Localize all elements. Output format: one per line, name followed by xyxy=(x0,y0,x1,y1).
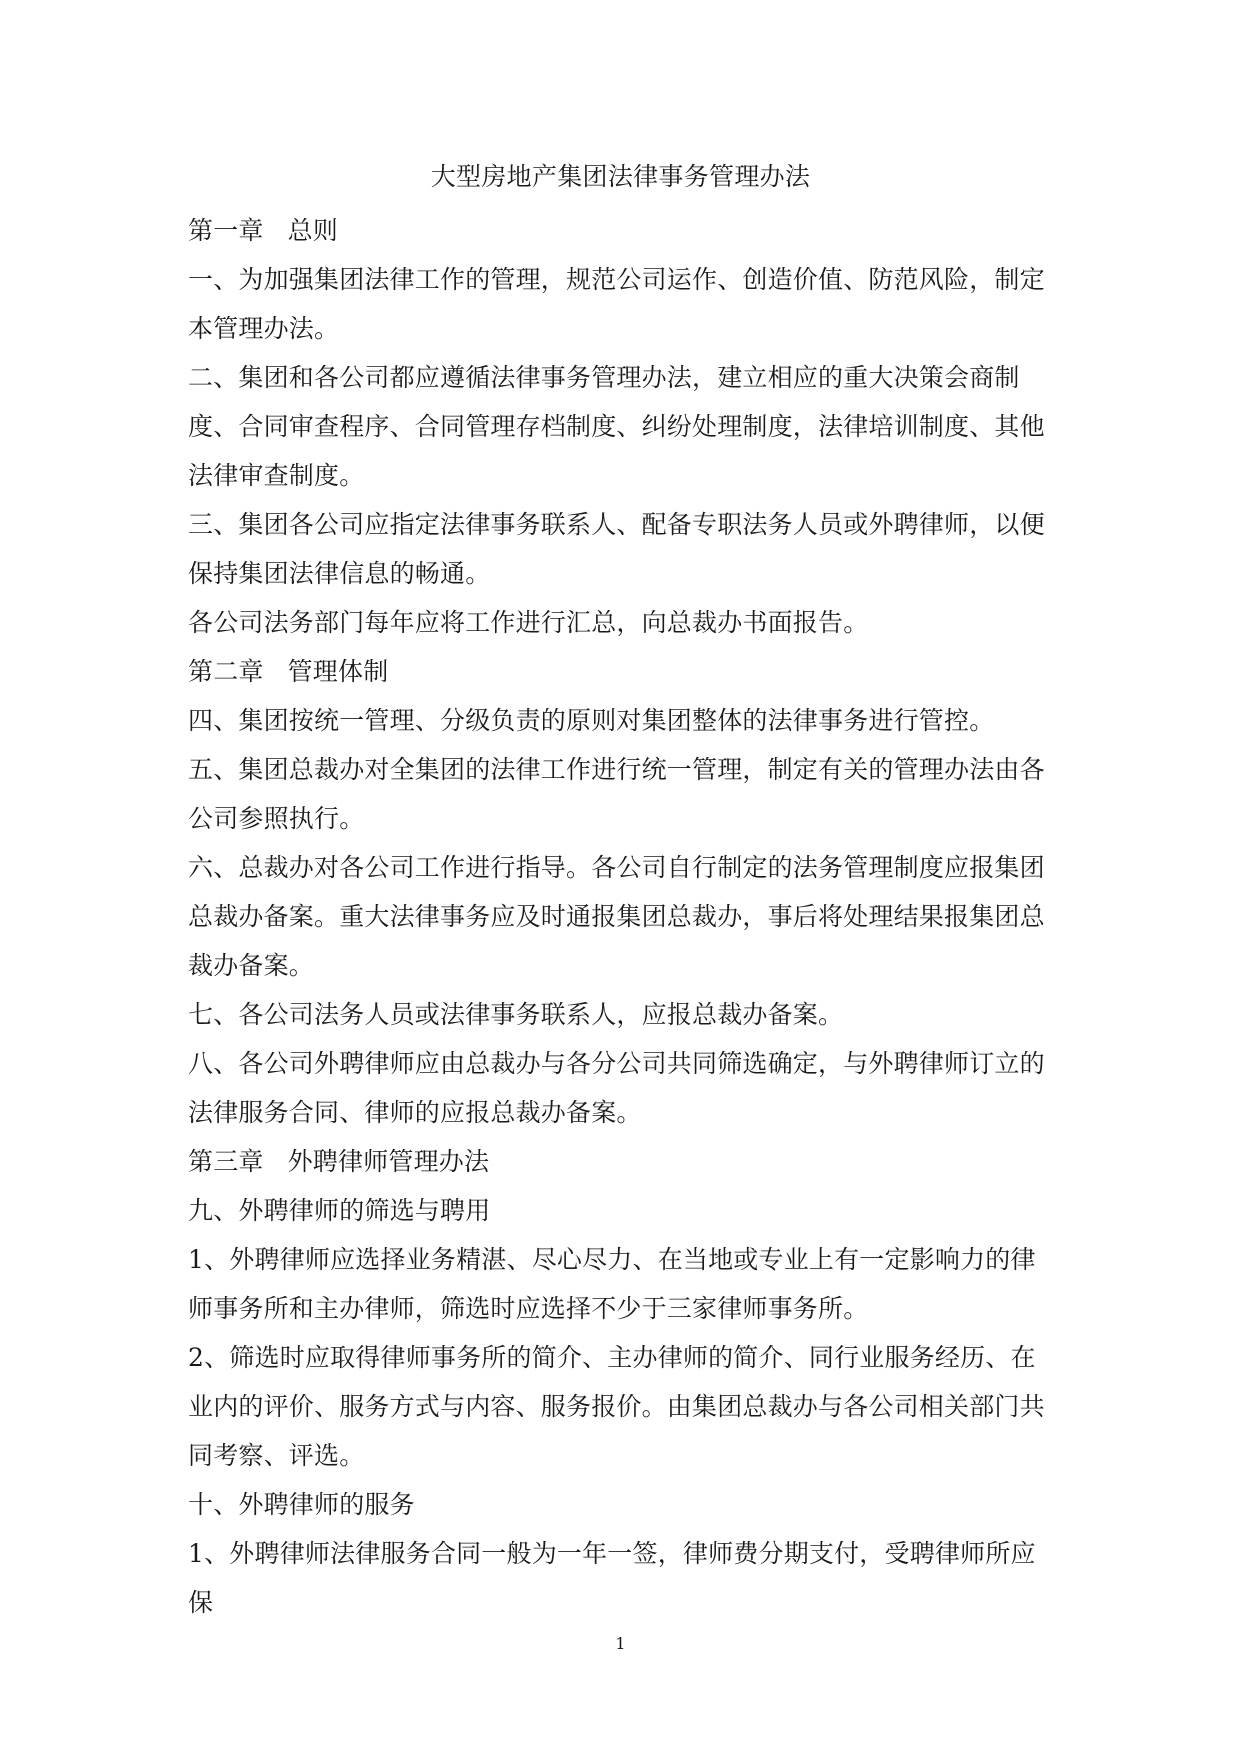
paragraph: 四、集团按统一管理、分级负责的原则对集团整体的法律事务进行管控。 xyxy=(188,706,995,735)
section-heading: 九、外聘律师的筛选与聘用 xyxy=(188,1196,491,1225)
chapter-label: 第三章 xyxy=(188,1147,264,1176)
chapter-title: 总则 xyxy=(287,216,339,245)
chapter-label: 第二章 xyxy=(188,657,264,686)
paragraph: 一、为加强集团法律工作的管理，规范公司运作、创造价值、防范风险，制定本管理办法。 xyxy=(188,265,1045,343)
paragraph: 六、总裁办对各公司工作进行指导。各公司自行制定的法务管理制度应报集团总裁办备案。重大法律事务应及时通报集团总裁办，事后将处理结果报集团总裁办备案。 xyxy=(188,853,1045,980)
paragraph: 各公司法务部门每年应将工作进行汇总，向总裁办书面报告。 xyxy=(188,608,869,637)
document-body xyxy=(188,206,1058,1627)
page-number: 1 xyxy=(615,1634,626,1653)
paragraph: 五、集团总裁办对全集团的法律工作进行统一管理，制定有关的管理办法由各公司参照执行。 xyxy=(188,755,1045,833)
paragraph: 1、外聘律师法律服务合同一般为一年一签，律师费分期支付，受聘律师所应保 xyxy=(188,1539,1036,1617)
document-title: 大型房地产集团法律事务管理办法 xyxy=(430,162,811,191)
chapter-title: 管理体制 xyxy=(287,657,389,686)
paragraph: 八、各公司外聘律师应由总裁办与各分公司共同筛选确定，与外聘律师订立的法律服务合同、律师的应报总裁办备案。 xyxy=(188,1049,1045,1127)
section-heading: 十、外聘律师的服务 xyxy=(188,1490,415,1519)
chapter-title: 外聘律师管理办法 xyxy=(287,1147,490,1176)
paragraph: 2、筛选时应取得律师事务所的简介、主办律师的简介、同行业服务经历、在业内的评价、服务方式与内容、服务报价。由集团总裁办与各公司相关部门共同考察、评选。 xyxy=(188,1343,1045,1470)
paragraph: 七、各公司法务人员或法律事务联系人，应报总裁办备案。 xyxy=(188,1000,844,1029)
chapter-heading xyxy=(188,647,1058,696)
chapter-label: 第一章 xyxy=(188,216,264,245)
paragraph: 三、集团各公司应指定法律事务联系人、配备专职法务人员或外聘律师，以便保持集团法律信息的畅通。 xyxy=(188,510,1045,588)
paragraph: 二、集团和各公司都应遵循法律事务管理办法，建立相应的重大决策会商制度、合同审查程序、合同管理存档制度、纠纷处理制度，法律培训制度、其他法律审查制度。 xyxy=(188,363,1045,490)
chapter-heading xyxy=(188,1137,1058,1186)
paragraph: 1、外聘律师应选择业务精湛、尽心尽力、在当地或专业上有一定影响力的律师事务所和主办律师，筛选时应选择不少于三家律师事务所。 xyxy=(188,1245,1036,1323)
chapter-heading xyxy=(188,206,1058,255)
